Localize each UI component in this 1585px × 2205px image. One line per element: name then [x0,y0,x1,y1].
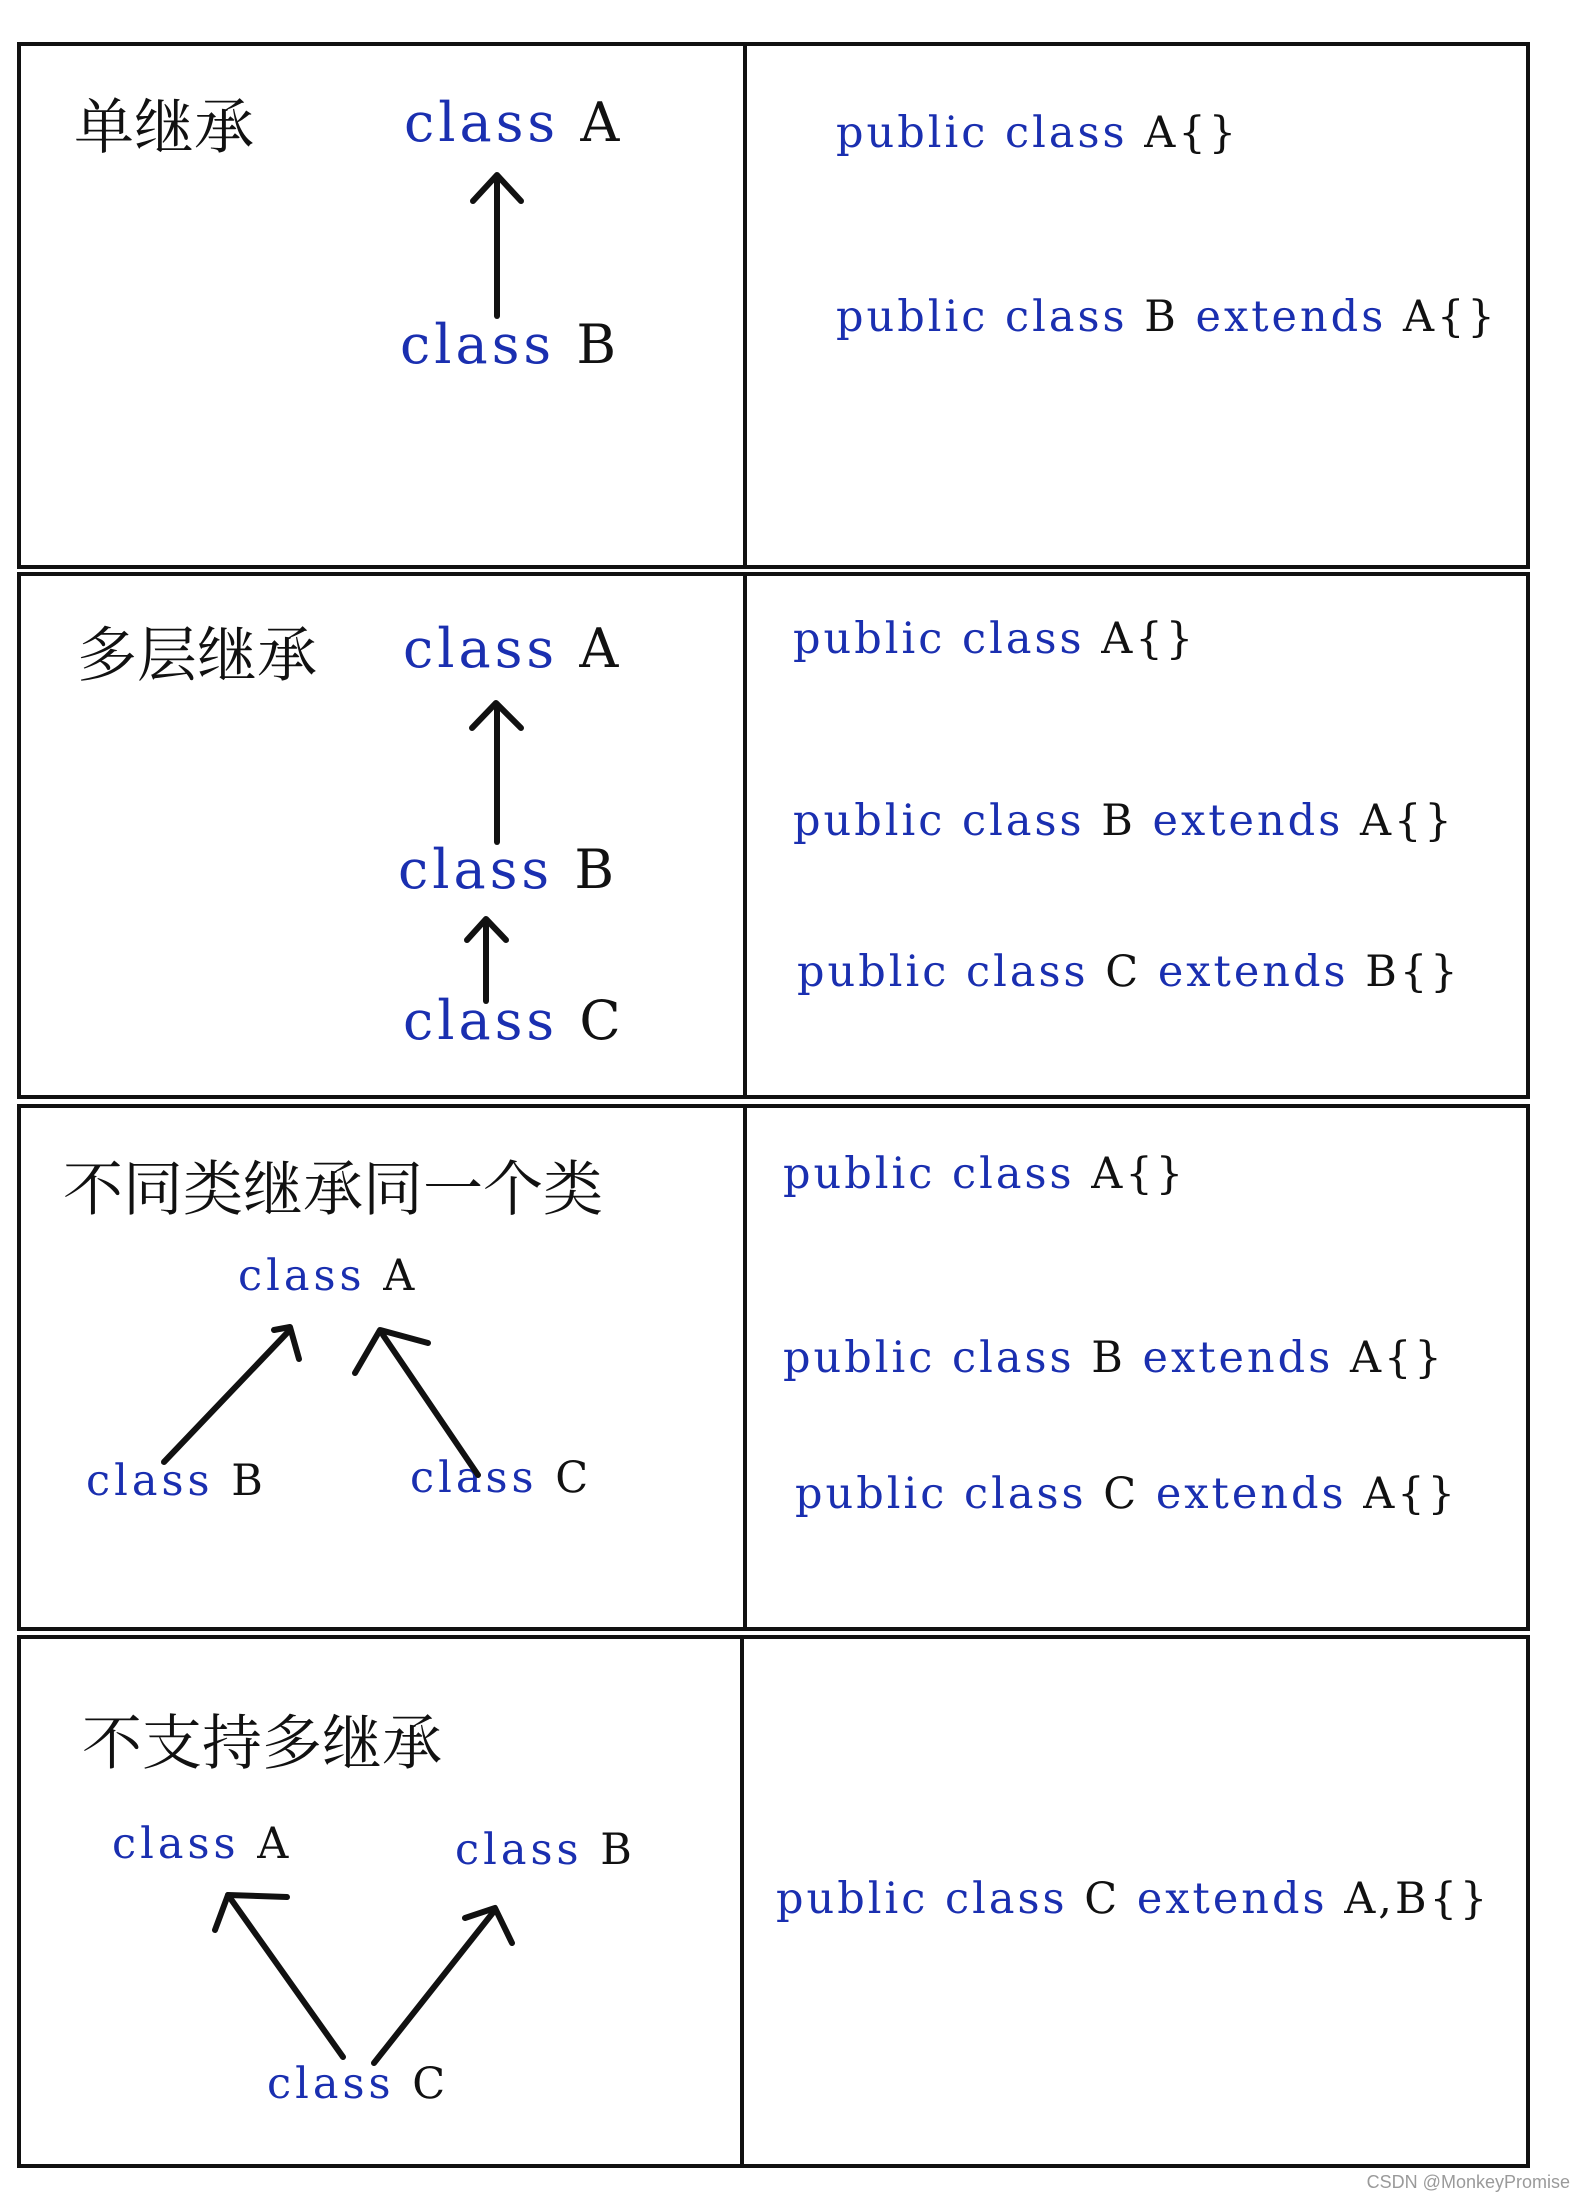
code-text: public class [783,1333,1092,1383]
section-1-class-a [404,91,624,154]
section-2-code-line-2 [793,796,1455,846]
code-text: public class [776,1874,1085,1924]
section-4-title: 不支持多继承 [82,1709,442,1779]
section-3-title: 不同类继承同一个类 [63,1155,603,1225]
class-keyword: class [403,989,559,1052]
section-2-class-b [398,838,618,901]
code-text: public class [836,292,1145,342]
code-class-name: C [1084,1874,1121,1924]
code-class-name: A{} [1101,614,1197,664]
section-2-code-line-3 [797,947,1461,997]
code-parent-name: B{} [1365,947,1461,997]
code-extends: extends [1120,1874,1345,1924]
section-2-code-line-1 [793,614,1197,664]
section-1-code-line-2 [836,292,1498,342]
class-name: C [555,1453,593,1503]
code-text: public class [783,1149,1092,1199]
code-extends: extends [1135,796,1360,846]
code-text: public class [797,947,1106,997]
code-text: public class [795,1469,1104,1519]
code-extends: extends [1125,1333,1350,1383]
code-class-name: A{} [1144,108,1240,158]
section-3-class-a [238,1251,419,1301]
section-4-code-line-1 [776,1874,1491,1924]
section-3-class-c [410,1453,593,1503]
section-1-class-b [400,313,620,376]
section-3-code-line-2 [783,1333,1445,1383]
code-class-name: B [1101,796,1136,846]
class-keyword: class [400,313,556,376]
code-text: public class [836,108,1145,158]
code-class-name: B [1144,292,1179,342]
class-name: A [579,617,623,680]
code-extends: extends [1178,292,1403,342]
class-keyword: class [112,1819,240,1869]
section-3-class-b [86,1456,267,1506]
class-name: C [412,2059,450,2109]
code-extends: extends [1141,947,1366,997]
class-name: B [231,1456,267,1506]
class-name: A [257,1819,293,1869]
class-name: B [574,838,618,901]
class-keyword: class [455,1825,583,1875]
class-keyword: class [398,838,554,901]
class-keyword: class [238,1251,366,1301]
code-parent-name: A{} [1402,292,1498,342]
code-text: public class [793,614,1102,664]
code-class-name: A{} [1091,1149,1187,1199]
section-3-code-line-1 [783,1149,1187,1199]
code-extends: extends [1139,1469,1364,1519]
section-3-code-line-3 [795,1469,1459,1519]
code-class-name: B [1091,1333,1126,1383]
class-keyword: class [404,91,560,154]
class-name: A [383,1251,419,1301]
section-2-class-a [403,617,623,680]
section-4-class-c [267,2059,450,2109]
code-parent-name: A,B{} [1344,1874,1491,1924]
class-name: B [576,313,620,376]
class-name: B [600,1825,636,1875]
section-1-code-line-1 [836,108,1240,158]
section-2-title: 多层继承 [77,621,317,691]
class-keyword: class [86,1456,214,1506]
section-4-class-b [455,1825,636,1875]
code-parent-name: A{} [1359,796,1455,846]
code-class-name: C [1103,1469,1140,1519]
code-parent-name: A{} [1363,1469,1459,1519]
section-4-class-a [112,1819,293,1869]
section-1-title: 单继承 [74,93,254,163]
code-parent-name: A{} [1349,1333,1445,1383]
code-class-name: C [1105,947,1142,997]
class-keyword: class [410,1453,538,1503]
code-text: public class [793,796,1102,846]
class-name: C [579,989,625,1052]
section-2-class-c [403,989,625,1052]
watermark: CSDN @MonkeyPromise [1366,2172,1570,2192]
class-name: A [580,91,624,154]
class-keyword: class [267,2059,395,2109]
class-keyword: class [403,617,559,680]
